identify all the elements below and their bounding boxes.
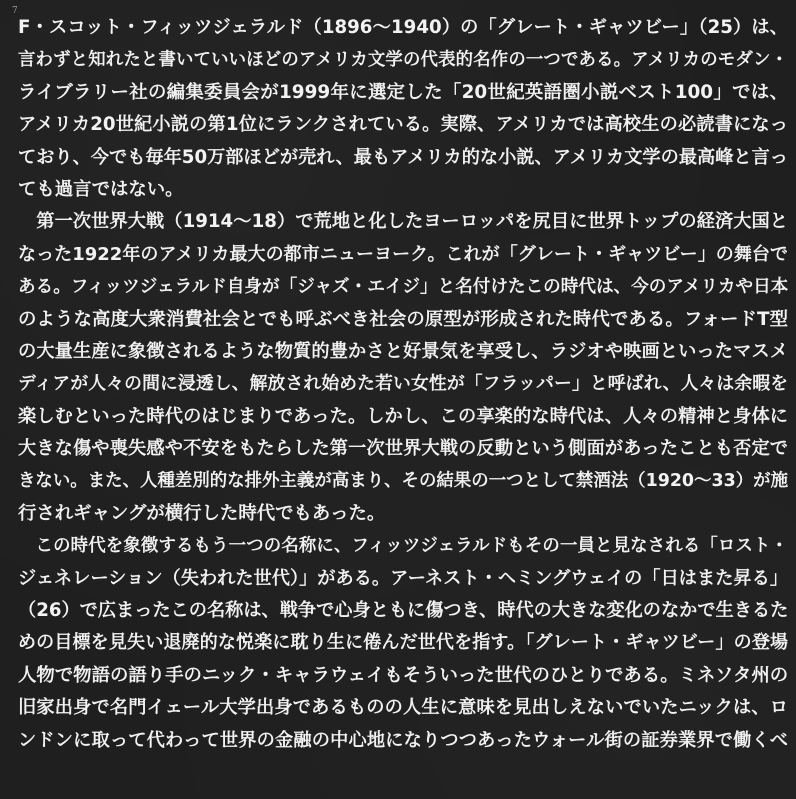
text-line: ており、今でも毎年50万部ほどが売れ、最もアメリカ的な小説、アメリカ文学の最高峰と言っ	[18, 146, 788, 168]
article-text	[18, 12, 788, 757]
text-line: ても過言ではない。	[18, 178, 184, 200]
text-line: 人物で物語の語り手のニック・キャラウェイもそういった世代のひとりである。ミネソタ州の	[18, 664, 788, 686]
text-line: （26）で広まったこの名称は、戦争で心身ともに傷つき、時代の大きな変化のなかで生きるた	[18, 600, 788, 622]
text-line: F・スコット・フィッツジェラルド（1896～1940）の「グレート・ギャツビー」（25）は、	[18, 17, 788, 38]
text-line: きない。また、人種差別的な排外主義が高まり、その結果の一つとして禁酒法（1920～33）が施	[18, 471, 788, 492]
text-line: のような高度大衆消費社会とでも呼ぶべき社会の原型が形成された時代である。フォードT型	[18, 308, 788, 330]
text-line: アメリカ20世紀小説の第1位にランクされている。実際、アメリカでは高校生の必読書になっ	[18, 114, 788, 136]
text-line: ある。フィッツジェラルド自身が「ジャズ・エイジ」と名付けたこの時代は、今のアメリカや日本	[18, 277, 788, 298]
text-line: 行されギャングが横行した時代でもあった。	[18, 502, 386, 524]
text-line: 旧家出身で名門イェール大学出身であるものの人生に意味を見出しえないでいたニックは、ロ	[18, 697, 788, 719]
text-line: 楽しむといった時代のはじまりであった。しかし、この享楽的な時代は、人々の精神と身体に	[18, 405, 788, 427]
text-line: ディアが人々の間に浸透し、解放され始めた若い女性が「フラッパー」と呼ばれ、人々は余暇を	[18, 373, 788, 395]
text-line: 大きな傷や喪失感や不安をもたらした第一次世界大戦の反動という側面があったことも否定で	[18, 438, 788, 460]
text-line: めの目標を見失い退廃的な悦楽に耽り生に倦んだ世代を指す。「グレート・ギャツビー」の登場	[18, 632, 788, 654]
text-line: 言わずと知れたと書いていいほどのアメリカ文学の代表的名作の一つである。アメリカのモダン・	[18, 50, 788, 71]
text-line: の大量生産に象徴されるような物質的豊かさと好景気を享受し、ラジオや映画といったマスメ	[18, 340, 788, 362]
corner-mark: 7	[12, 6, 18, 16]
text-line: ンドンに取って代わって世界の金融の中心地になりつつあったウォール街の証券業界で働くべ	[18, 729, 788, 751]
text-line: 第一次世界大戦（1914～18）で荒地と化したヨーロッパを尻目に世界トップの経済大国と	[18, 211, 788, 233]
text-line: ライブラリー社の編集委員会が1999年に選定した「20世紀英語圏小説ベスト100」では、	[18, 81, 788, 103]
text-line: なった1922年のアメリカ最大の都市ニューヨーク。これが「グレート・ギャツビー」の舞台で	[18, 243, 788, 265]
text-line: ジェネレーション（失われた世代）」がある。アーネスト・ヘミングウェイの「日はまた昇る」	[18, 567, 788, 589]
text-line: この時代を象徴するもう一つの名称に、フィッツジェラルドもその一員と見なされる「ロスト・	[18, 536, 788, 557]
